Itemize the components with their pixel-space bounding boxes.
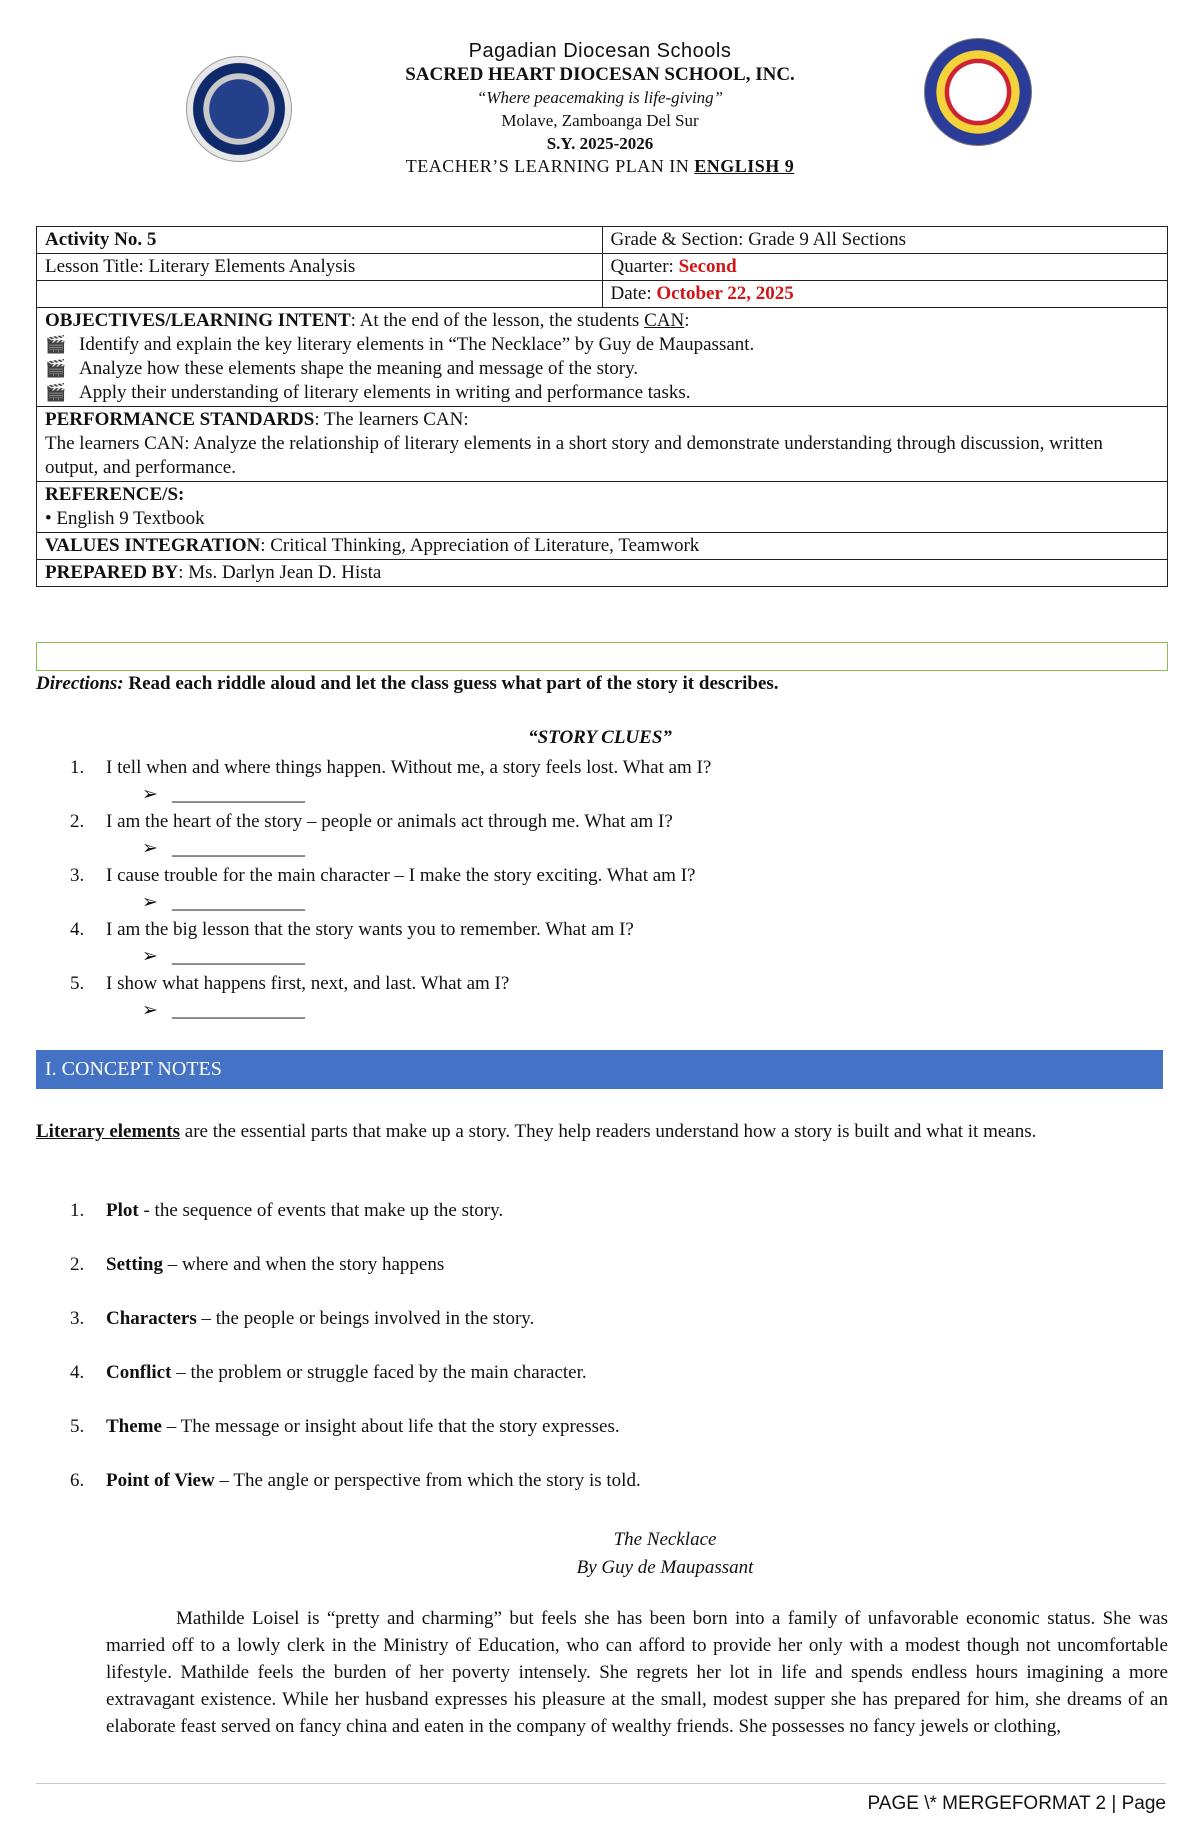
values-integration-cell: VALUES INTEGRATION: Critical Thinking, Appreciation of Literature, Teamwork: [37, 533, 1168, 560]
objectives-label: OBJECTIVES/LEARNING INTENT: [45, 310, 351, 331]
story-title: The Necklace: [613, 1529, 717, 1550]
school-year: S.Y. 2025-2026: [546, 134, 654, 153]
arrow-bullet-icon: ➢: [142, 946, 158, 967]
clapperboard-bullet-icon: 🎬: [45, 335, 67, 354]
list-item: 5. I show what happens first, next, and last. What am I? ➢ ______________: [70, 970, 1120, 1024]
objective-item: 🎬 Analyze how these elements shape the meaning and message of the story.: [45, 358, 639, 379]
story-heading: [0, 1526, 1200, 1582]
concept-notes-heading: I. CONCEPT NOTES: [36, 1050, 1163, 1089]
org-name: Pagadian Diocesan Schools: [468, 40, 732, 62]
clapperboard-bullet-icon: 🎬: [45, 359, 67, 378]
list-item: 5. Theme – The message or insight about life that the story expresses.: [70, 1416, 620, 1437]
quarter-value: Second: [678, 256, 737, 277]
school-name: SACRED HEART DIOCESAN SCHOOL, INC.: [405, 64, 795, 85]
answer-blank: ______________: [172, 784, 305, 805]
performance-standards-cell: PERFORMANCE STANDARDS: The learners CAN: The learners CAN: Analyze the relationship of literary elements in a short story and demonstrate understanding through discussion, written output, and performance.: [37, 407, 1168, 482]
literary-elements-list: [70, 1197, 1120, 1521]
list-item: 1. Plot - the sequence of events that make up the story.: [70, 1200, 504, 1221]
arrow-bullet-icon: ➢: [142, 838, 158, 859]
lesson-title-cell: Lesson Title: Literary Elements Analysis: [37, 254, 603, 281]
list-item: 4. Conflict – the problem or struggle faced by the main character.: [70, 1362, 587, 1383]
list-item: 3. Characters – the people or beings involved in the story.: [70, 1308, 535, 1329]
activity-cell: Activity No. 5: [37, 227, 603, 254]
answer-blank: ______________: [172, 838, 305, 859]
plan-title: TEACHER’S LEARNING PLAN IN ENGLISH 9: [405, 156, 795, 176]
date-cell: Date: October 22, 2025: [602, 281, 1168, 308]
grade-section-cell: Grade & Section: Grade 9 All Sections: [602, 227, 1168, 254]
objective-item: 🎬 Identify and explain the key literary elements in “The Necklace” by Guy de Maupassant.: [45, 334, 755, 355]
arrow-bullet-icon: ➢: [142, 784, 158, 805]
quarter-cell: Quarter: Second: [602, 254, 1168, 281]
riddle-list: [70, 754, 1120, 1024]
answer-blank: ______________: [172, 1000, 305, 1021]
list-item: 2. I am the heart of the story – people or animals act through me. What am I? ➢ ______________: [70, 808, 1120, 862]
plan-subject: ENGLISH 9: [694, 156, 795, 176]
arrow-bullet-icon: ➢: [142, 892, 158, 913]
clapperboard-bullet-icon: 🎬: [45, 383, 67, 402]
list-item: 1. I tell when and where things happen. Without me, a story feels lost. What am I? ➢ ______________: [70, 754, 1120, 808]
list-item: 3. I cause trouble for the main character – I make the story exciting. What am I? ➢ ______________: [70, 862, 1120, 916]
arrow-bullet-icon: ➢: [142, 1000, 158, 1021]
lesson-info-table: [36, 226, 1168, 587]
story-clues-title: “STORY CLUES”: [528, 727, 672, 748]
objective-item: 🎬 Apply their understanding of literary elements in writing and performance tasks.: [45, 382, 691, 403]
document-header: [0, 40, 1200, 178]
references-cell: REFERENCE/S: • English 9 Textbook: [37, 482, 1168, 533]
empty-cell: [37, 281, 603, 308]
list-item: 6. Point of View – The angle or perspective from which the story is told.: [70, 1470, 641, 1491]
concept-intro: Literary elements are the essential parts that make up a story. They help readers understand how a story is built and what it means.: [36, 1121, 1037, 1142]
school-address: Molave, Zamboanga Del Sur: [501, 111, 699, 130]
empty-green-box: [36, 642, 1168, 671]
objectives-cell: OBJECTIVES/LEARNING INTENT: At the end of the lesson, the students CAN: 🎬 Identify and explain the key literary elements in “The Necklace” by Guy de Maupassant. 🎬 Analyze how these elements shape the meaning and message of the story. 🎬 Apply their understanding of literary elements in writing and performance tasks.: [37, 308, 1168, 407]
directions: Directions: Read each riddle aloud and let the class guess what part of the story it describes.: [36, 673, 779, 694]
footer-divider: [36, 1783, 1166, 1784]
list-item: 4. I am the big lesson that the story wants you to remember. What am I? ➢ ______________: [70, 916, 1120, 970]
school-motto: “Where peacemaking is life-giving”: [476, 88, 724, 107]
story-paragraph: Mathilde Loisel is “pretty and charming” but feels she has been born into a family of unfavorable economic status. She was married off to a lowly clerk in the Ministry of Education, who can afford to provide her only with a modest though not uncomfortable lifestyle. Mathilde feels the burden of her poverty intensely. She regrets her lot in life and spends endless hours imagining a more extravagant existence. While her husband expresses his pleasure at the small, modest supper she has prepared for him, she dreams of an elaborate feast served on fancy china and eaten in the company of wealthy friends. She possesses no fancy jewels or clothing,: [106, 1608, 1168, 1737]
date-value: October 22, 2025: [656, 283, 794, 304]
answer-blank: ______________: [172, 946, 305, 967]
prepared-by-cell: PREPARED BY: Ms. Darlyn Jean D. Hista: [37, 560, 1168, 587]
story-author: By Guy de Maupassant: [576, 1557, 754, 1578]
page-footer: PAGE \* MERGEFORMAT 2 | Page: [867, 1793, 1166, 1814]
list-item: 2. Setting – where and when the story happens: [70, 1254, 445, 1275]
answer-blank: ______________: [172, 892, 305, 913]
